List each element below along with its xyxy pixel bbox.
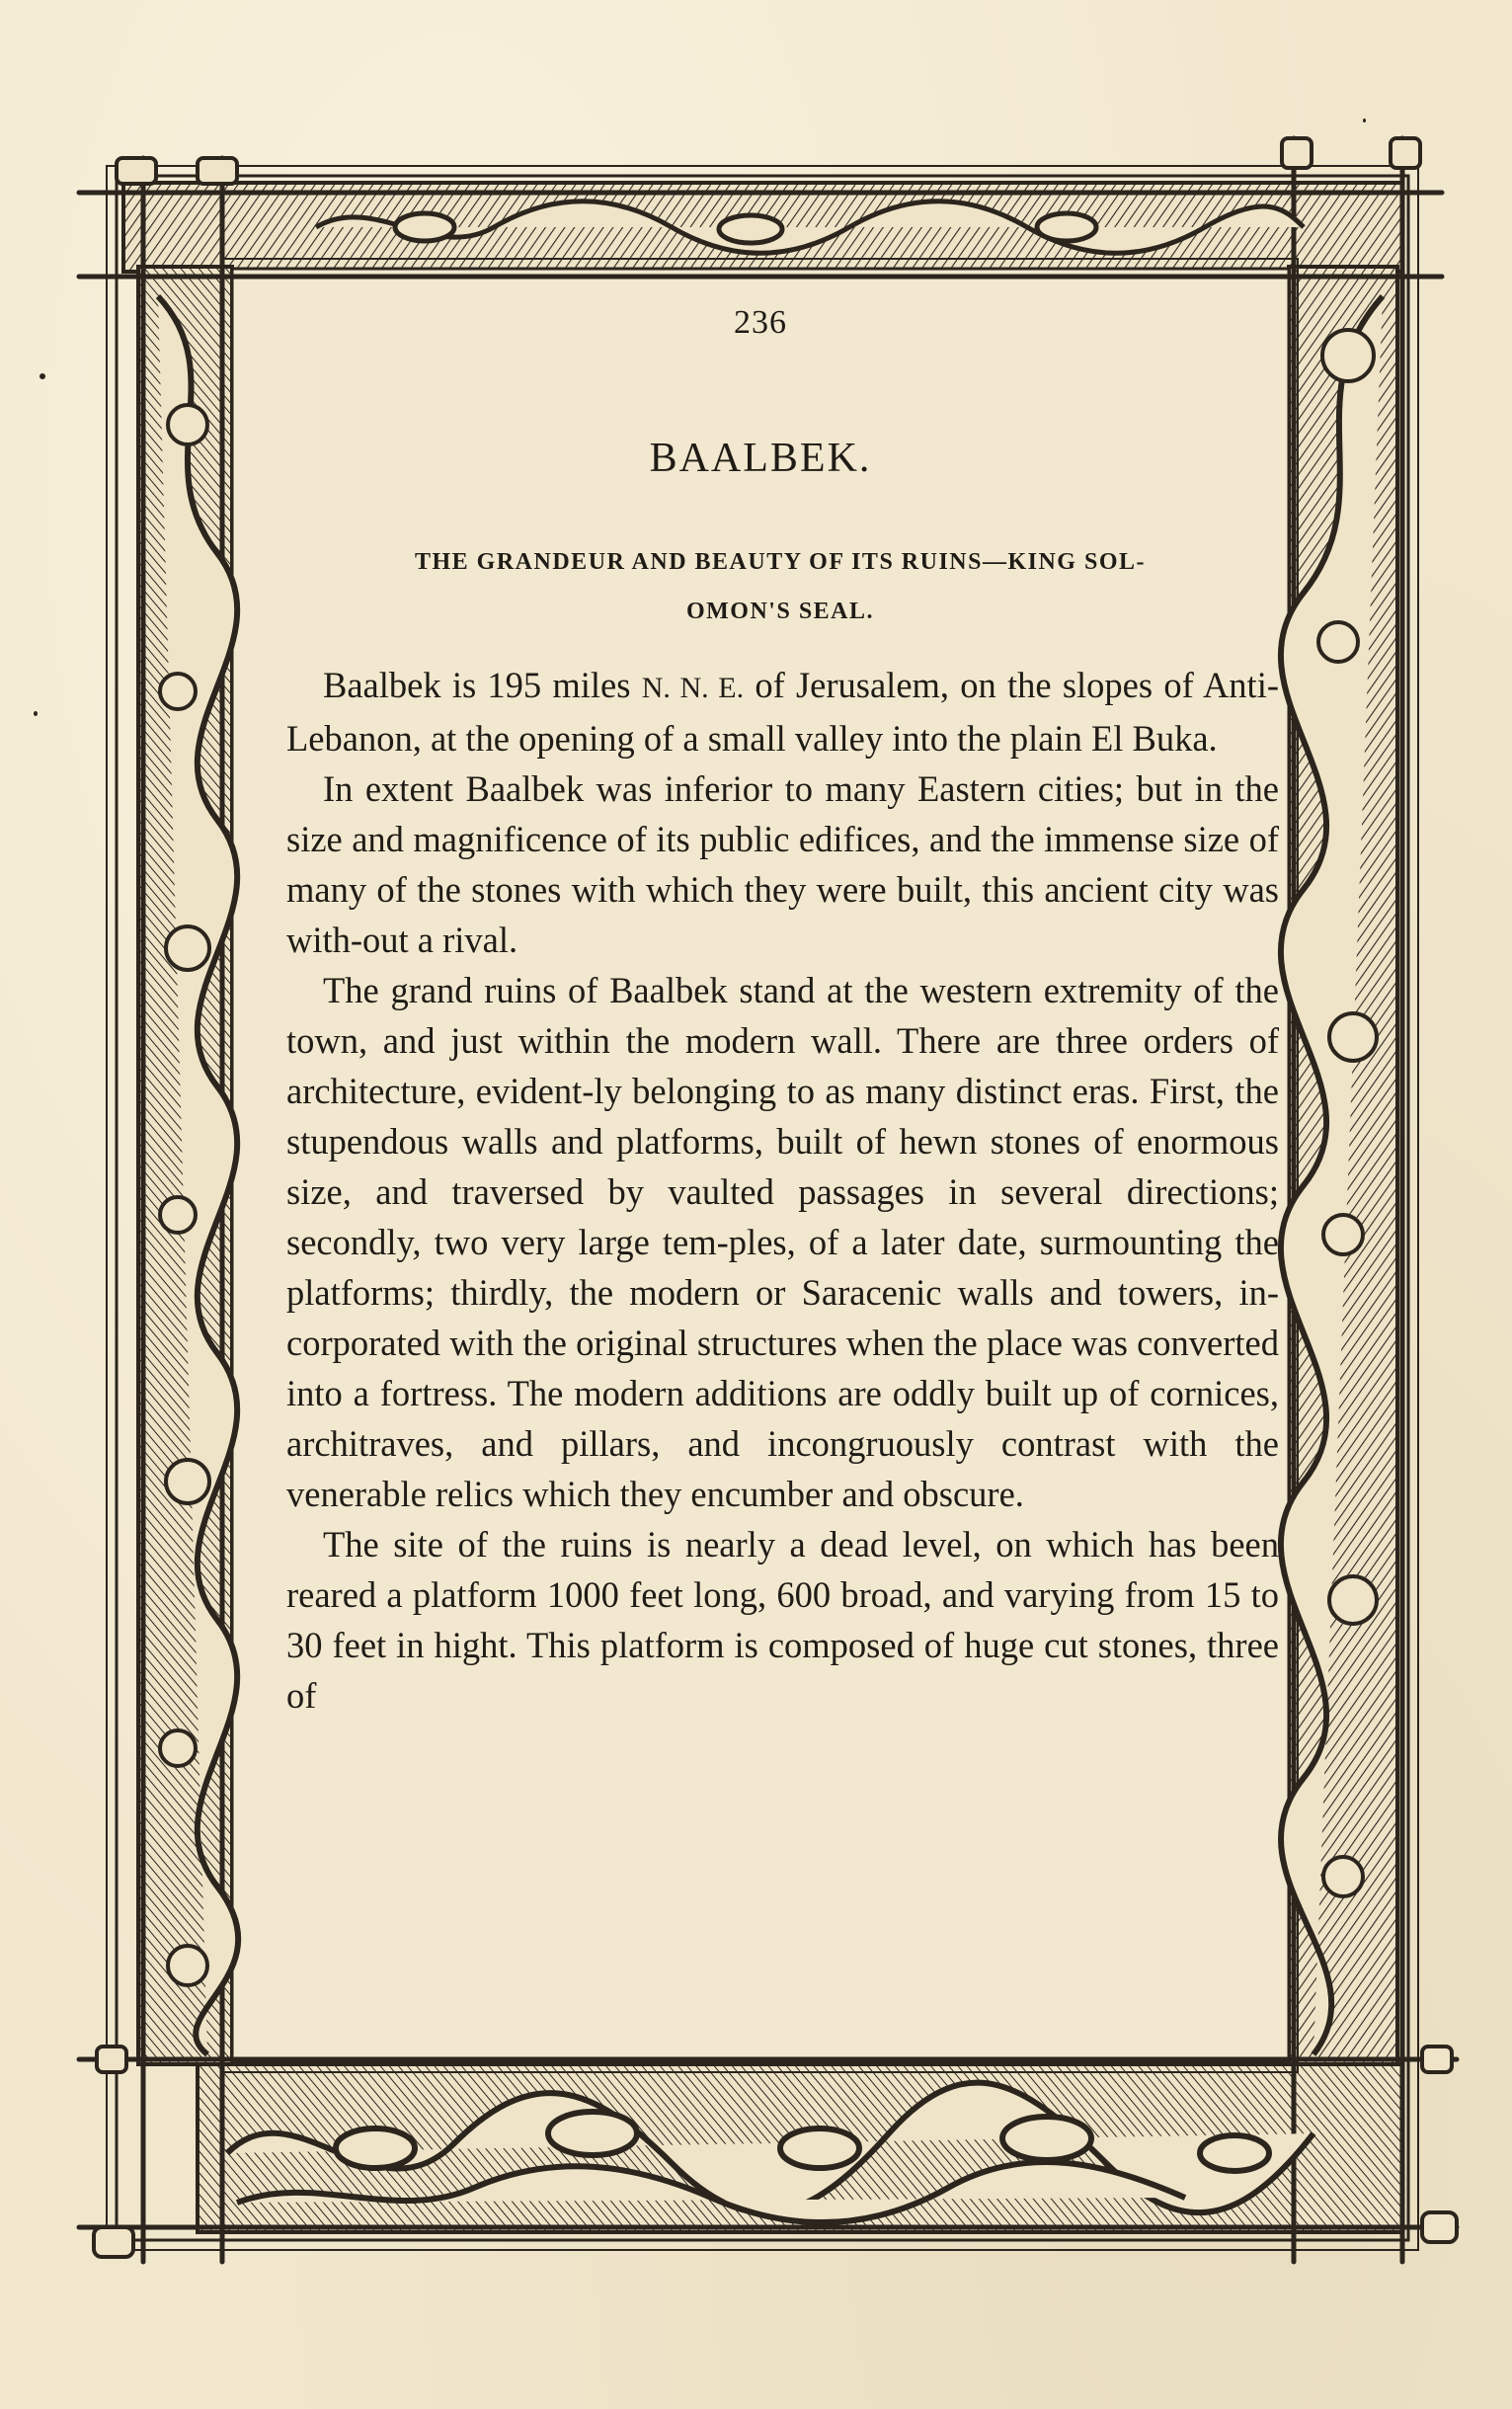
- compass-direction: N. N. E.: [641, 672, 745, 704]
- paragraph-text: Baalbek is 195 miles: [323, 665, 642, 705]
- paragraph: The site of the ruins is nearly a dead level, on which has been reared a platform 1000 feet long, 600 broad, and varying from 15 to 30 feet in hight. This platform is composed of huge cut stones, three of: [286, 1524, 1279, 1716]
- paragraph: [286, 660, 1279, 763]
- subtitle-line: OMON'S SEAL.: [685, 599, 875, 624]
- chapter-subtitle: [281, 537, 1279, 636]
- paragraph-text: of Jerusalem, on the slopes of Anti-Lebanon, at the opening of a small valley into the plain El Buka.: [286, 665, 1279, 759]
- body-text: [286, 660, 1279, 1721]
- page-number: 236: [734, 304, 787, 341]
- paragraph: The grand ruins of Baalbek stand at the western extremity of the town, and just within the modern wall. There are three orders of architecture, evident-ly belonging to as many distinct eras. First, the stupendous walls and platforms, built of hewn stones of enormous size, and traversed by vaulted passages in several directions; secondly, two very large tem-ples, of a later date, surmounting the platforms; thirdly, the modern or Saracenic walls and towers, in-corporated with the original structures when the place was converted into a fortress. The modern additions are oddly built up of cornices, architraves, and pillars, and incongruously contrast with the venerable relics which they encumber and obscure.: [286, 970, 1279, 1514]
- text-panel: [232, 265, 1289, 2043]
- subtitle-line: THE GRANDEUR AND BEAUTY OF ITS RUINS—KING SOL-: [415, 549, 1146, 575]
- chapter-title: BAALBEK.: [649, 436, 872, 481]
- paragraph: In extent Baalbek was inferior to many Eastern cities; but in the size and magnificence of its public edifices, and the immense size of many of the stones with which they were built, this ancient city was with-out a rival.: [286, 768, 1279, 960]
